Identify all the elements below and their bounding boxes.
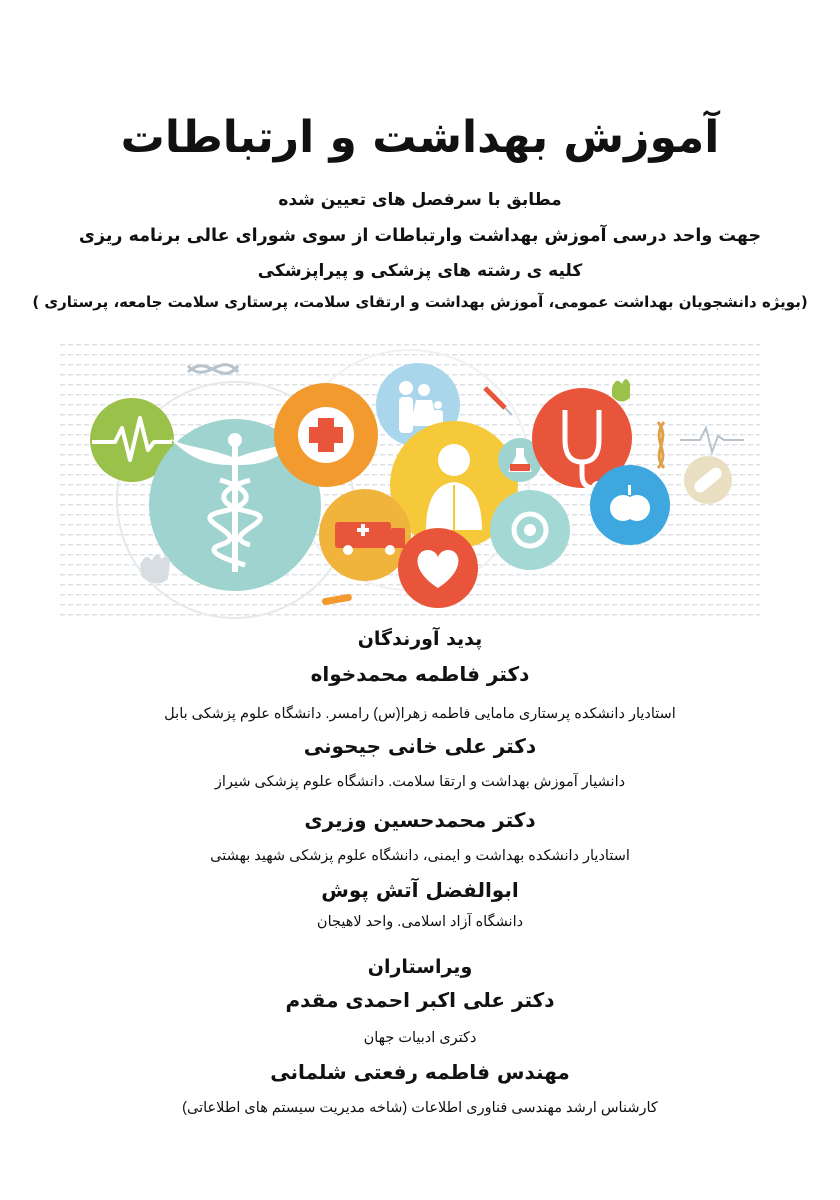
author-affiliation: دانشگاه آزاد اسلامی. واحد لاهیجان [316,914,524,930]
heart-icon [398,528,478,608]
editor-name: دکتر علی اکبر احمدی مقدم [285,988,555,1012]
subtitle-line-2: جهت واحد درسی آموزش بهداشت وارتباطات از سوی شورای عالی برنامه ریزی [78,226,762,246]
apple-icon [590,465,670,545]
authors-heading: پدید آورندگان [357,628,483,650]
cell-icon [490,490,570,570]
author-name: دکتر محمدحسین وزیری [304,808,536,832]
editor-name: مهندس فاطمه رفعتی شلمانی [270,1060,570,1084]
subtitle-line-3: کلیه ی رشته های پزشکی و پیراپزشکی [257,261,583,281]
editors-heading: ویراستاران [367,956,473,978]
author-affiliation: استادیار دانشکده پرستاری مامایی فاطمه زهرا(س) رامسر. دانشگاه علوم پزشکی بابل [164,706,676,722]
subtitle-line-1: مطابق با سرفصل های تعیین شده [278,190,562,210]
author-name: ابوالفضل آتش پوش [321,878,519,902]
author-name: دکتر علی خانی جیحونی [303,734,537,758]
editor-affiliation: دکتری ادبیات جهان [363,1030,477,1046]
ambulance-icon [319,489,411,581]
book-title: آموزش بهداشت و ارتباطات [120,112,720,163]
author-name: دکتر فاطمه محمدخواه [310,662,530,686]
medical-cross-icon [274,383,378,487]
author-affiliation: استادیار دانشکده بهداشت و ایمنی، دانشگاه علوم پزشکی شهید بهشتی [210,848,630,864]
author-affiliation: دانشیار آموزش بهداشت و ارتقا سلامت. دانشگاه علوم پزشکی شیراز [214,774,626,790]
editor-affiliation: کارشناس ارشد مهندسی فناوری اطلاعات (شاخه مدیریت سیستم های اطلاعاتی) [182,1100,658,1116]
health-illustration [60,340,760,622]
subtitle-line-4: (بویژه دانشجویان بهداشت عمومی، آموزش بهداشت و ارتقای سلامت، پرستاری سلامت جامعه، پرستاری ) [32,293,808,311]
pill-icon [684,456,732,504]
